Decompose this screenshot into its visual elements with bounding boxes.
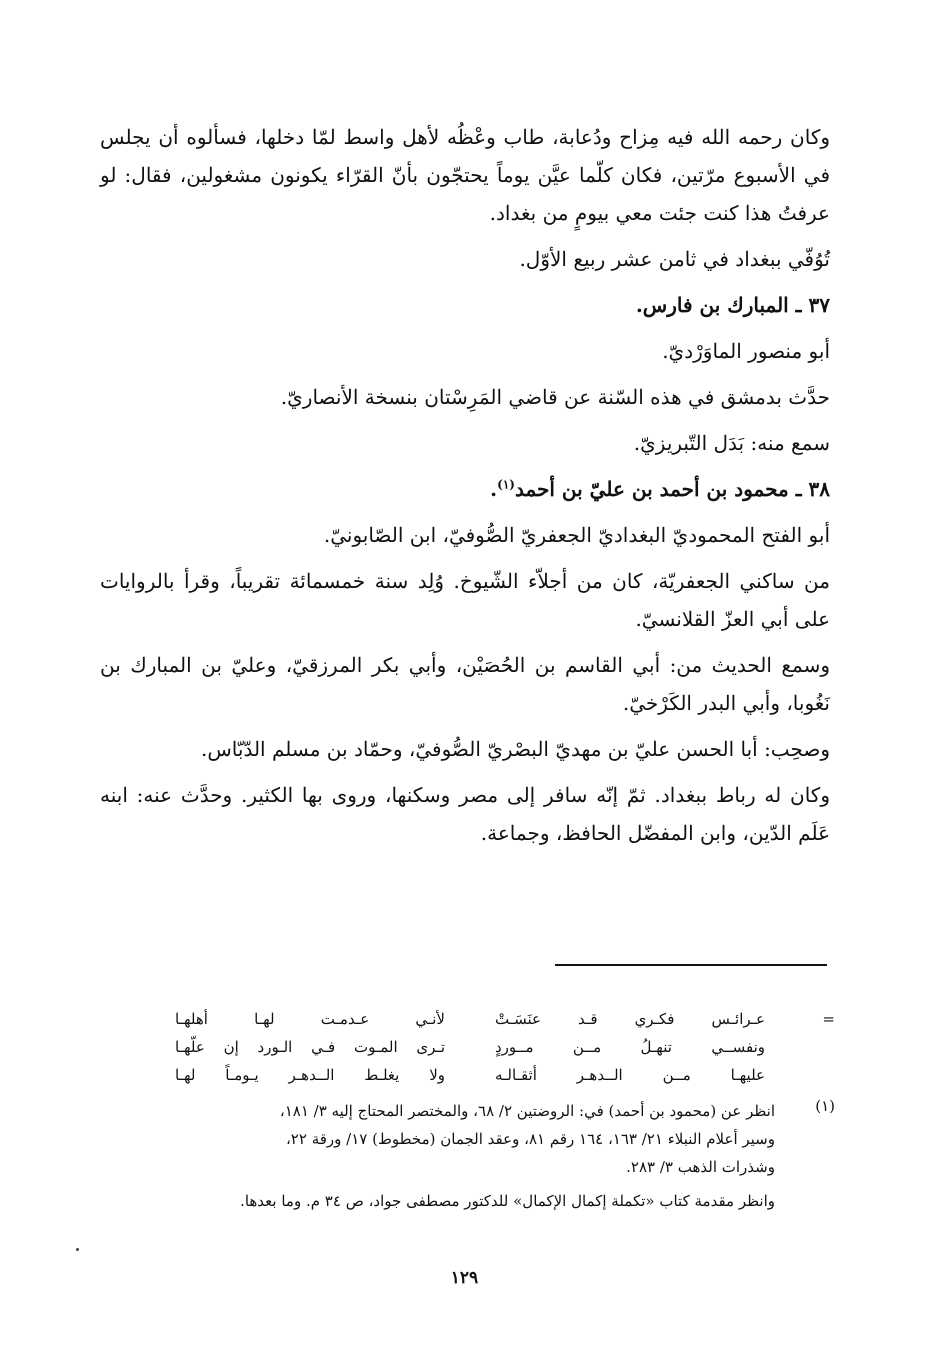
poem-line (110, 1033, 835, 1061)
main-text (100, 118, 830, 860)
footnote-number: (١) (815, 1097, 835, 1115)
page-number: ١٢٩ (450, 1268, 479, 1288)
entry-heading-38 (100, 470, 830, 508)
footnote-line: وشذرات الذهب ٣/ ٢٨٣. (626, 1158, 775, 1176)
paragraph-students-37: سمع منه: بَدَل التّبريزيّ. (633, 431, 830, 455)
entry-heading-38-end: . (490, 477, 498, 501)
poem-hemistich-2: تـرى المـوت فـي الـورد إن علّهـا (175, 1038, 445, 1056)
poem-hemistich-1: عليهـا مــن الــدهـر أثقـالـه (495, 1066, 765, 1084)
paragraph-1: وكان رحمه الله فيه مِزاح ودُعابة، طاب وعْظُه لأهل واسط لمّا دخلها، فسألوه أن يجلس في الأسبوع مرّتين، فكان كلّما عيَّن يوماً يحتجّون بأنّ القرّاء يكونون مشغولين، فقال: لو عرفتُ هذا كنت جئت معي بيومٍ من بغداد. (100, 125, 830, 225)
paragraph-residence-38: من ساكني الجعفريّة، كان من أجلاّء الشّيوخ. وُلِد سنة خمسمائة تقريباً، وقرأ بالروايات على أبي العزّ القلانسيّ. (100, 569, 830, 631)
paragraph-teachers-38: وسمع الحديث من: أبي القاسم بن الحُصَيْن، وأبي بكر المرزقيّ، وعليّ بن المبارك بن نَغُوبا، وأبي البدر الكَرْخيّ. (100, 653, 830, 715)
entry-heading-38-text: ٣٨ ـ محمود بن أحمد بن عليّ بن أحمد (514, 477, 830, 501)
paragraph-companions-38: وصحِب: أبا الحسن عليّ بن مهديّ البصْريّ الصُّوفيّ، وحمّاد بن مسلم الدّبّاس. (201, 737, 830, 761)
continuation-mark: = (822, 1010, 835, 1028)
footnote-ref: (١) (497, 477, 515, 492)
poem-line (110, 1061, 835, 1089)
poem-hemistich-2: ولا يغلـط الــدهـر يـومـاً لهـا (175, 1066, 445, 1084)
poem-hemistich-1: عـرائـس فكـري قـد عنَسَـتْ (495, 1010, 765, 1028)
poem-hemistich-1: ونفســي تنهـلُ مــن مــوردٍ (495, 1038, 765, 1056)
scan-speck (76, 1248, 79, 1251)
paragraph-hadith-37: حدَّث بدمشق في هذه السّنة عن قاضي المَرِسْتان بنسخة الأنصاريّ. (280, 385, 830, 409)
footnote-line: انظر عن (محمود بن أحمد) في: الروضتين ٢/ ٦٨، والمختصر المحتاج إليه ٣/ ١٨١، (279, 1102, 775, 1120)
footnote-line: وسير أعلام النبلاء ٢١/ ١٦٣، ١٦٤ رقم ٨١، وعقد الجمان (مخطوط) ١٧/ ورقة ٢٢، (285, 1130, 775, 1148)
entry-heading-37: ٣٧ ـ المبارك بن فارس. (635, 293, 830, 317)
footnote-extra: وانظر مقدمة كتاب «تكملة إكمال الإكمال» للدكتور مصطفى جواد، ص ٣٤ م. وما بعدها. (240, 1192, 775, 1210)
poem-line (110, 1005, 835, 1033)
paragraph-ribat-38: وكان له رباط ببغداد. ثمّ إنّه سافر إلى مصر وسكنها، وروى بها الكثير. وحدَّث عنه: ابنه عَلَم الدّين، وابن المفضّل الحافظ، وجماعة. (100, 783, 830, 845)
footnotes (110, 1005, 835, 1215)
poem-hemistich-2: لأنـي عـدمـت لهـا أهلهـا (175, 1010, 445, 1028)
paragraph-kunya-37: أبو منصور الماوَرْديّ. (662, 339, 830, 363)
footnote-1 (110, 1097, 835, 1181)
footnote-separator (555, 964, 827, 966)
paragraph-death: تُوُفّي ببغداد في ثامن عشر ربيع الأوّل. (519, 247, 830, 271)
paragraph-kunya-38: أبو الفتح المحموديّ البغداديّ الجعفريّ الصُّوفيّ، ابن الصّابونيّ. (323, 523, 830, 547)
